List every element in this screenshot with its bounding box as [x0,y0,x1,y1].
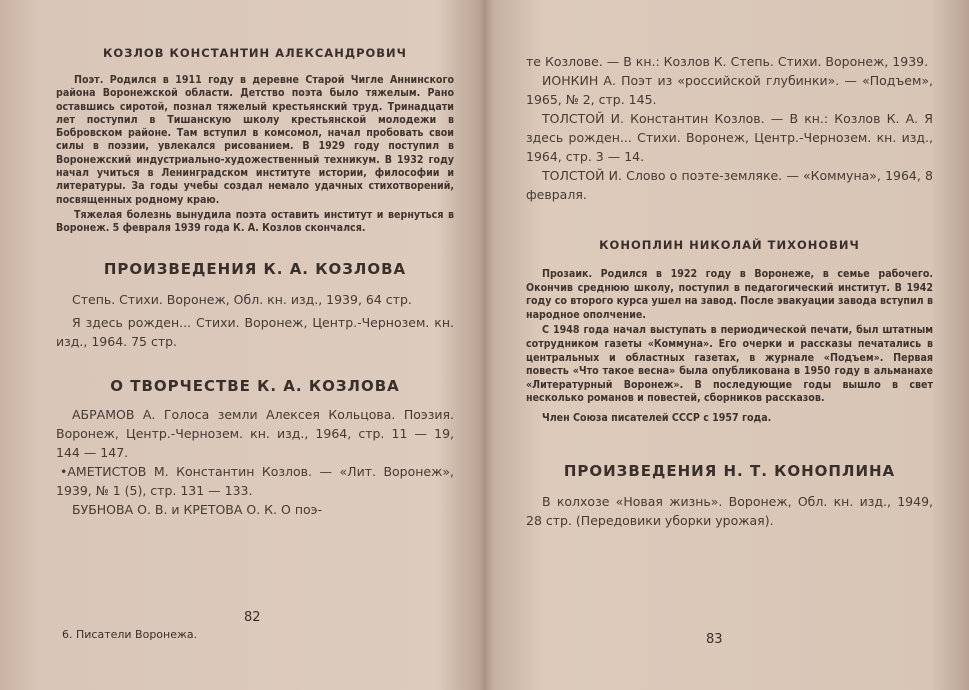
bibliography-entry: Я здесь рожден... Стихи. Воронеж, Центр.-Чернозем. кн. изд., 1964. 75 стр. [56,314,454,349]
author-heading: КОЗЛОВ КОНСТАНТИН АЛЕКСАНДРОВИЧ [103,46,407,60]
bibliography-entry: БУБНОВА О. В. и КРЕТОВА О. К. О поэ- [72,501,323,517]
author-heading: КОНОПЛИН НИКОЛАЙ ТИХОНОВИЧ [599,238,860,252]
bio-paragraph: С 1948 года начал выступать в периодической печати, был штатным сотрудником газеты «Коммуна». Его очерки и рассказы печатались в центральных и областных газетах, в журнале «Подъем». Первая повесть «Что такое весна» была опубликована в 1950 году в альманахе «Литературный Воронеж». В последующие годы вышло в свет несколько романов и повестей, сборников рассказов. [526,324,933,405]
bibliography-entry: ИОНКИН А. Поэт из «российской глубинки». — «Подъем», 1965, № 2, стр. 145. [526,73,933,107]
bibliography-entry: АБРАМОВ А. Голоса земли Алексея Кольцова. Поэзия. Воронеж, Центр.-Чернозем. кн. изд., 1964, стр. 11 — 19, 144 — 147. [56,406,454,460]
works-heading: ПРОИЗВЕДЕНИЯ К. А. КОЗЛОВА [103,259,407,278]
left-page [0,0,484,690]
bibliography-entry: те Козлове. — В кн.: Козлов К. Степь. Стихи. Воронеж, 1939. [526,54,929,69]
bibliography-entry: ТОЛСТОЙ И. Слово о поэте-земляке. — «Коммуна», 1964, 8 февраля. [526,168,933,202]
works-heading: ПРОИЗВЕДЕНИЯ Н. Т. КОНОПЛИНА [563,461,896,480]
right-page [486,0,969,690]
page-number: 83 [706,632,723,647]
criticism-heading: О ТВОРЧЕСТВЕ К. А. КОЗЛОВА [110,376,400,395]
bio-paragraph: Прозаик. Родился в 1922 году в Воронеже, в семье рабочего. Окончив среднюю школу, поступил в педагогический институт. В 1942 году со второго курса ушел на завод. После эвакуации завода вступил в народное ополчение. [526,268,934,321]
bio-paragraph: Член Союза писателей СССР с 1957 года. [542,411,772,424]
bibliography-entry: ТОЛСТОЙ И. Константин Козлов. — В кн.: Козлов К. А. Я здесь рожден... Стихи. Воронеж, Центр.-Чернозем. кн. изд., 1964, стр. 3 — 14. [526,111,933,164]
bibliography-entry: Степь. Стихи. Воронеж, Обл. кн. изд., 1939, 64 стр. [72,291,412,307]
bibliography-entry: •АМЕТИСТОВ М. Константин Козлов. — «Лит. Воронеж», 1939, № 1 (5), стр. 131 — 133. [56,463,454,498]
bio-paragraph: Поэт. Родился в 1911 году в деревне Старой Чигле Аннинского района Воронежской области. Детство поэта было тяжелым. Рано оставшись сиротой, познал тяжелый крестьянский труд. Тринадцати лет поступил в Тишанскую школу крестьянской молодежи в Бобровском районе. Там вступил в комсомол, начал пробовать свои силы в поэзии, увлекался рисованием. В 1929 году поступил в Воронежский индустриально-художественный техникум. В 1932 году начал учиться в Ленинградском институте истории, философии и литературы. За годы учебы создал немало удачных стихотворений, посвященных родному краю. [56,74,454,206]
signature-footnote: 6. Писатели Воронежа. [62,628,198,641]
bio-paragraph: Тяжелая болезнь вынудила поэта оставить институт и вернуться в Воронеж. 5 февраля 1939 года К. А. Козлов скончался. [56,208,454,235]
page-number: 82 [244,610,261,625]
bibliography-entry: В колхозе «Новая жизнь». Воронеж, Обл. кн. изд., 1949, 28 стр. (Передовики уборки урожая). [526,493,933,528]
